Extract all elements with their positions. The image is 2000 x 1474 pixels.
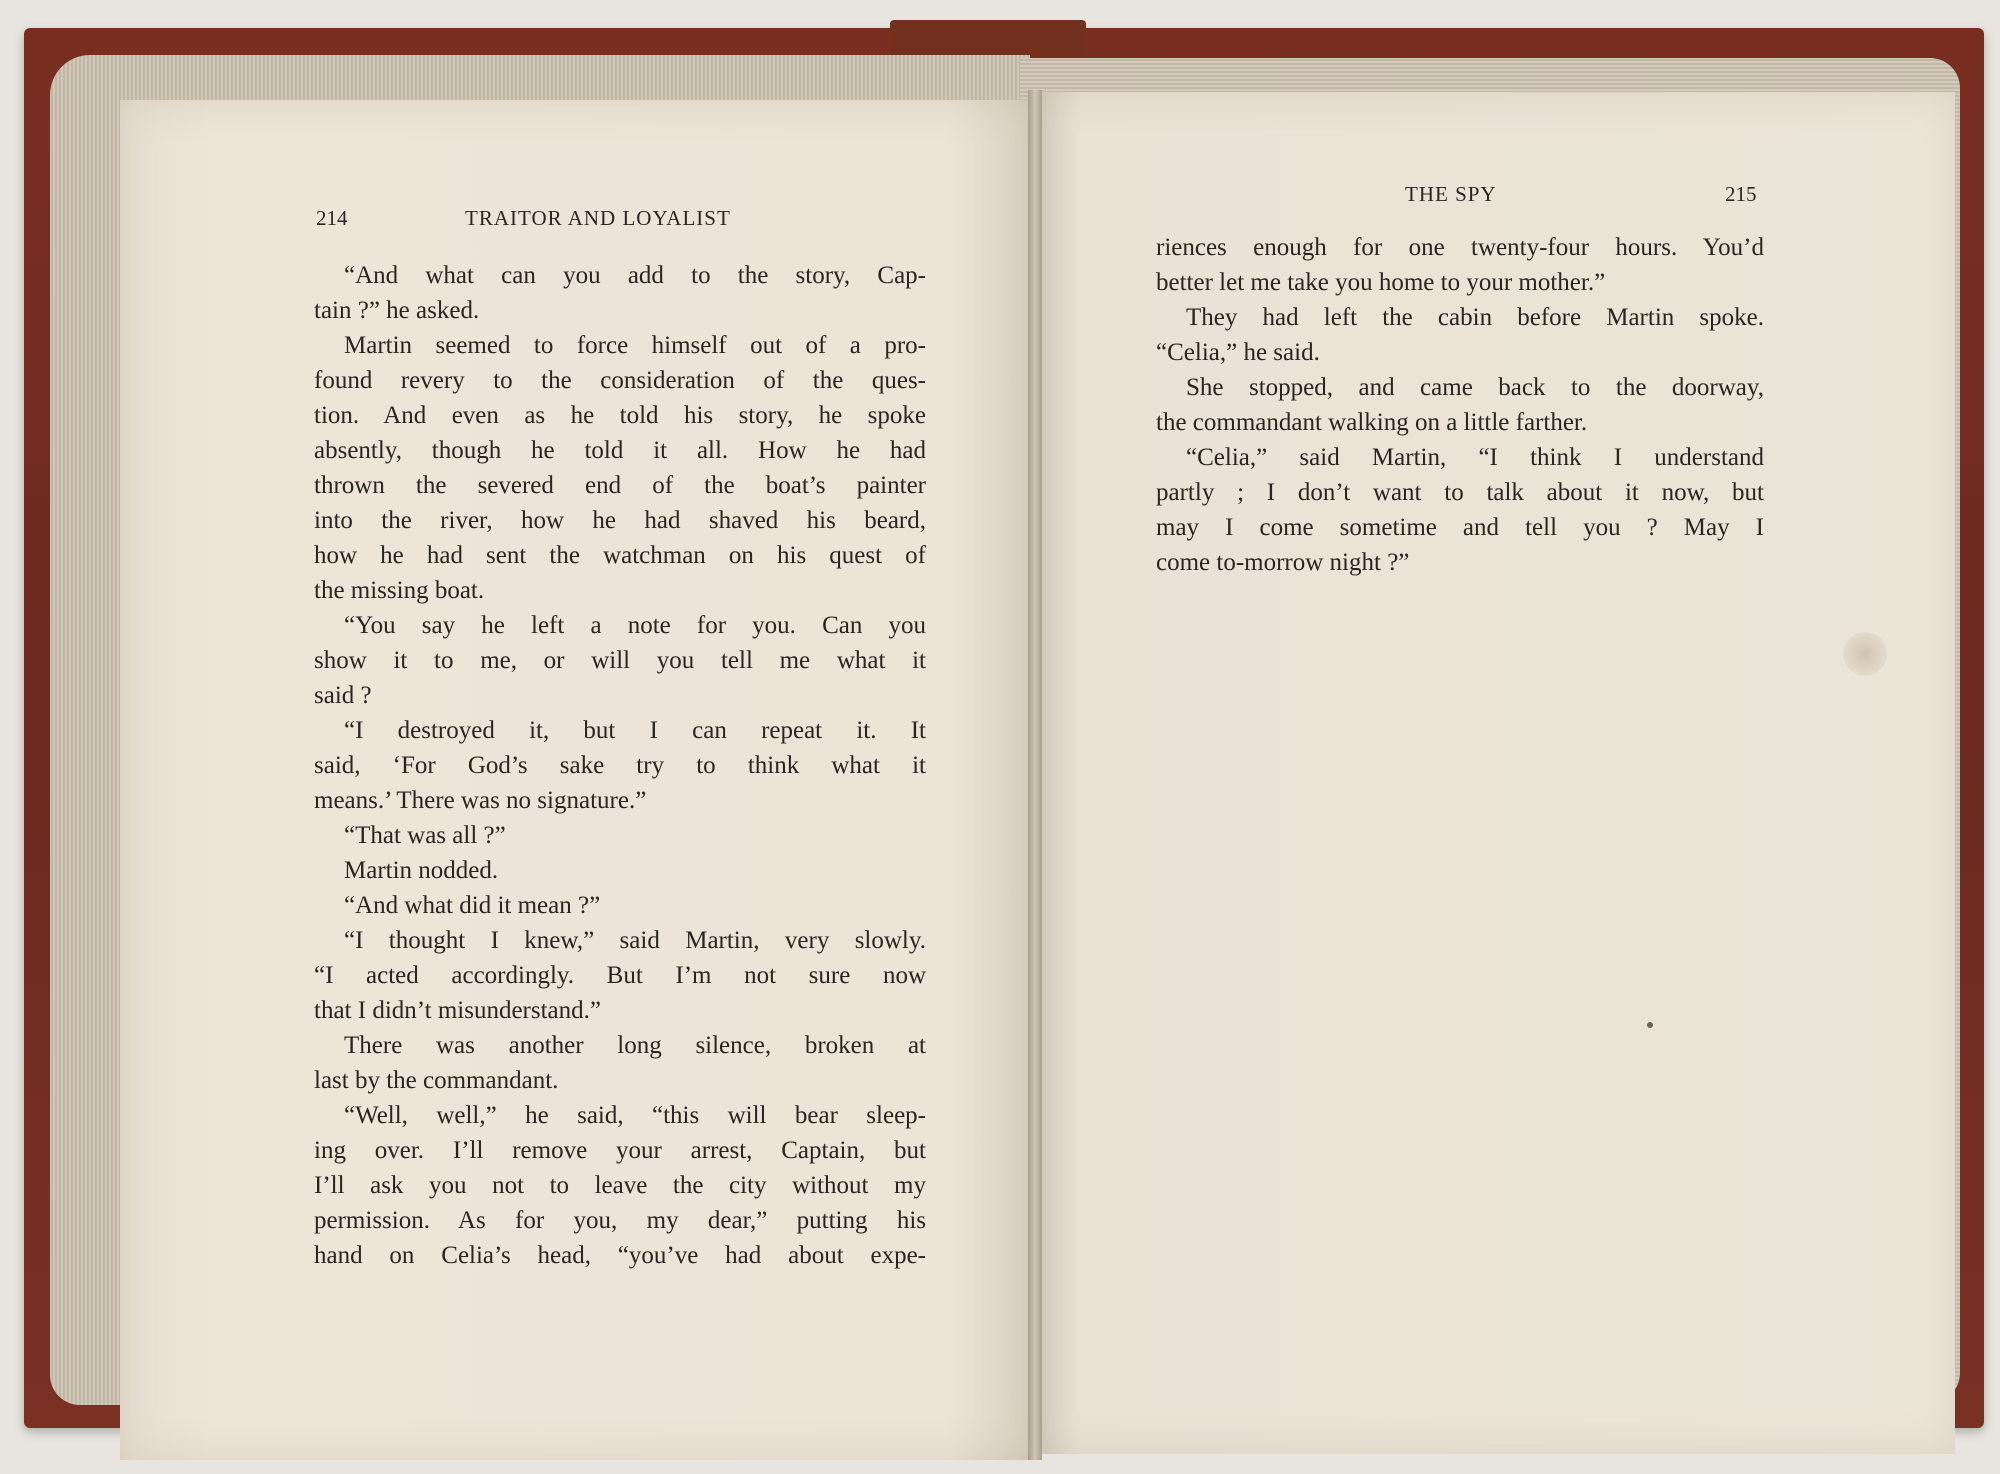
text-line: “You say he left a note for you. Can you [344,612,926,639]
text-line: “Celia,” said Martin, “I think I understand [1186,444,1764,471]
text-line: may I come sometime and tell you ? May I [1156,514,1764,541]
text-line: come to-morrow night ?” [1156,549,1410,576]
right-page-text [1156,230,1764,580]
text-line: show it to me, or will you tell me what it [314,647,926,674]
text-line: “And what did it mean ?” [344,892,601,919]
ink-speck [1647,1022,1653,1028]
text-line: There was another long silence, broken at [344,1032,926,1059]
text-line: the commandant walking on a little farther. [1156,409,1588,436]
text-line: Martin seemed to force himself out of a pro- [344,332,926,359]
left-page-number: 214 [316,206,348,230]
text-line: thrown the severed end of the boat’s painter [314,472,926,499]
left-page-text [314,258,926,1273]
right-running-head: THE SPY [1405,182,1497,206]
text-line: “That was all ?” [344,822,506,849]
text-line: They had left the cabin before Martin spoke. [1186,304,1764,331]
text-line: “I destroyed it, but I can repeat it. It [344,717,926,744]
left-page [120,100,1040,1460]
paper-stain [1843,632,1887,676]
text-line: hand on Celia’s head, “you’ve had about expe- [314,1242,926,1269]
text-line: that I didn’t misunderstand.” [314,997,601,1024]
text-line: partly ; I don’t want to talk about it now, but [1156,479,1764,506]
text-line: tion. And even as he told his story, he spoke [314,402,926,429]
text-line: last by the commandant. [314,1067,559,1094]
text-line: means.’ There was no signature.” [314,787,647,814]
text-line: absently, though he told it all. How he had [314,437,926,464]
text-line: the missing boat. [314,577,485,604]
right-page-number: 215 [1725,182,1757,206]
text-line: She stopped, and came back to the doorway, [1186,374,1764,401]
text-line: said ? [314,682,372,709]
text-line: ing over. I’ll remove your arrest, Captain, but [314,1137,926,1164]
text-line: found revery to the consideration of the ques- [314,367,926,394]
text-line: into the river, how he had shaved his beard, [314,507,926,534]
text-line: riences enough for one twenty-four hours. You’d [1156,234,1764,261]
text-line: “I thought I knew,” said Martin, very slowly. [344,927,926,954]
text-line: permission. As for you, my dear,” putting his [314,1207,926,1234]
text-line: “I acted accordingly. But I’m not sure now [314,962,926,989]
text-line: I’ll ask you not to leave the city without my [314,1172,926,1199]
text-line: better let me take you home to your mother.” [1156,269,1606,296]
left-running-head: TRAITOR AND LOYALIST [465,206,731,230]
text-line: “Celia,” he said. [1156,339,1320,366]
text-line: “Well, well,” he said, “this will bear sleep- [344,1102,926,1129]
text-line: tain ?” he asked. [314,297,480,324]
text-line: Martin nodded. [344,857,499,884]
right-page [1035,92,1955,1454]
text-line: “And what can you add to the story, Cap- [344,262,926,289]
text-line: said, ‘For God’s sake try to think what it [314,752,926,779]
text-line: how he had sent the watchman on his quest of [314,542,926,569]
book-gutter [1028,90,1042,1460]
